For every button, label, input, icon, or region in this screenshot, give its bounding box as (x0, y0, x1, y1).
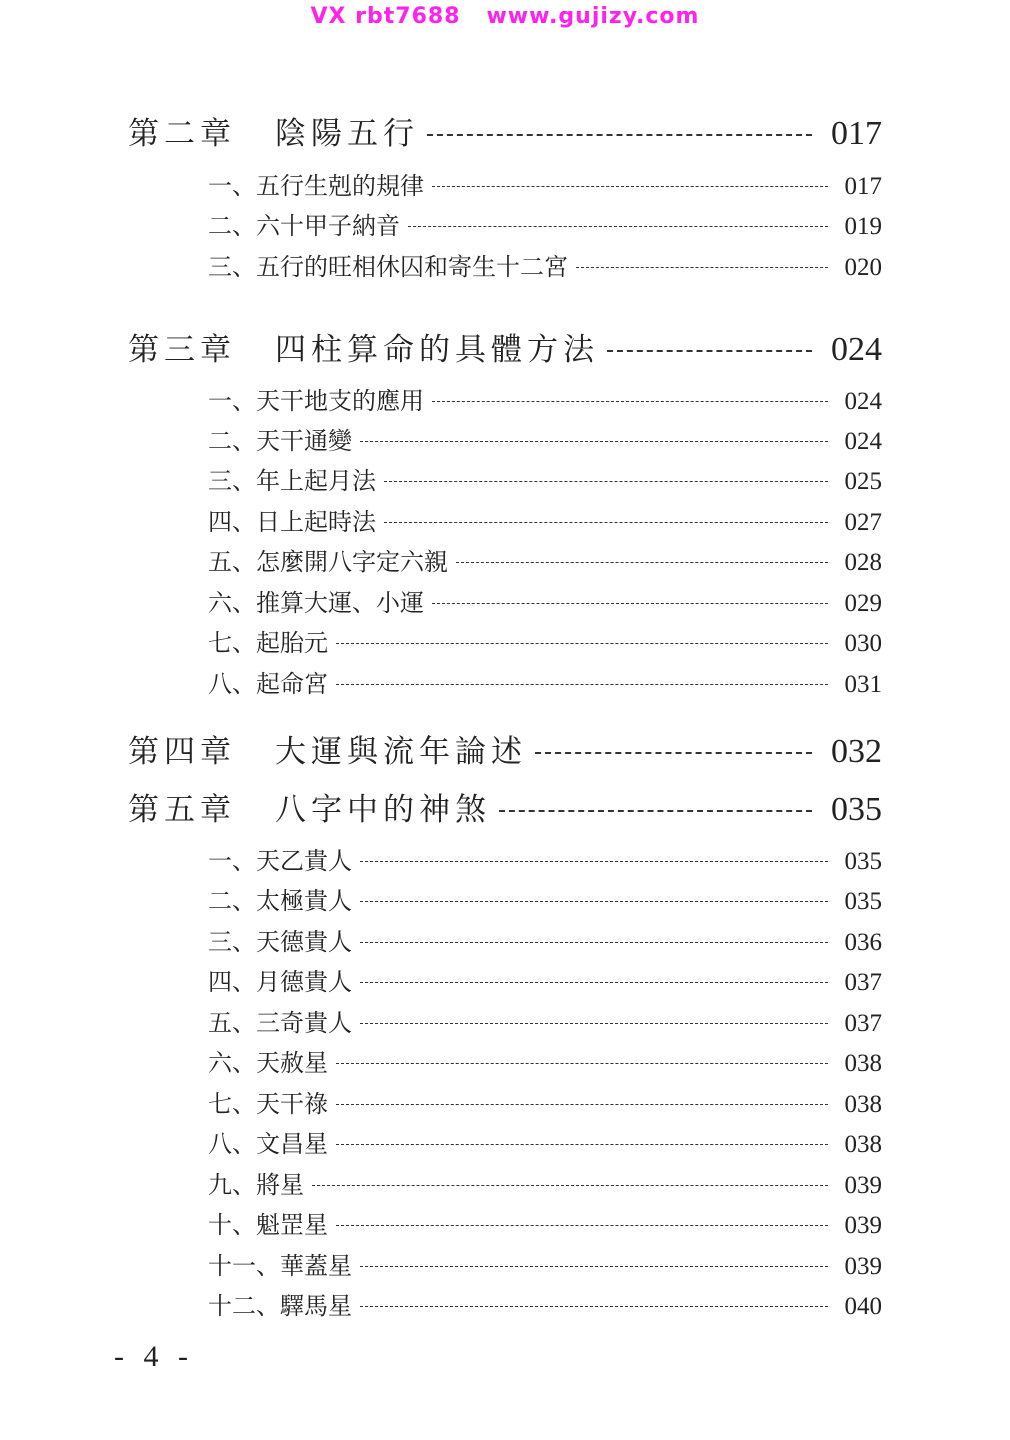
toc-entry[interactable] (208, 206, 882, 240)
dot-leader (607, 324, 812, 368)
toc-entry[interactable] (208, 1043, 882, 1077)
toc-chapter-2[interactable] (128, 108, 882, 152)
toc-entry[interactable] (208, 542, 882, 576)
toc-entry[interactable] (208, 247, 882, 281)
toc-entry[interactable] (208, 583, 882, 617)
dot-leader (408, 206, 828, 240)
dot-leader (432, 583, 828, 617)
toc-entry[interactable] (208, 922, 882, 956)
entry-page: 029 (844, 590, 882, 617)
entry-title: 一、天乙貴人 (208, 847, 352, 875)
entry-title: 十、魁罡星 (208, 1211, 328, 1239)
toc-entry[interactable] (208, 421, 882, 455)
entry-page: 024 (844, 428, 882, 455)
entry-title: 十一、華蓋星 (208, 1252, 352, 1280)
entry-page: 038 (844, 1131, 882, 1158)
dot-leader (384, 502, 828, 536)
toc-entry[interactable] (208, 623, 882, 657)
entry-title: 六、天赦星 (208, 1049, 328, 1077)
entry-page: 031 (844, 671, 882, 698)
toc-chapter-5[interactable] (128, 784, 882, 828)
entry-title: 三、天德貴人 (208, 928, 352, 956)
entry-title: 三、年上起月法 (208, 467, 376, 495)
dot-leader (360, 1246, 828, 1280)
toc-entry[interactable] (208, 1084, 882, 1118)
dot-leader (360, 1003, 828, 1037)
entry-title: 五、怎麼開八字定六親 (208, 548, 448, 576)
dot-leader (360, 881, 828, 915)
dot-leader (456, 542, 828, 576)
entry-title: 四、日上起時法 (208, 508, 376, 536)
dot-leader (360, 841, 828, 875)
entry-page: 028 (844, 549, 882, 576)
entry-page: 035 (844, 888, 882, 915)
toc-chapter-4[interactable] (128, 726, 882, 770)
entry-page: 027 (844, 509, 882, 536)
dot-leader (360, 1286, 828, 1320)
entry-page: 024 (844, 388, 882, 415)
entry-page: 035 (844, 848, 882, 875)
entry-title: 六、推算大運、小運 (208, 589, 424, 617)
chapter-label: 第二章 (128, 116, 236, 152)
entry-page: 038 (844, 1050, 882, 1077)
entry-title: 一、天干地支的應用 (208, 387, 424, 415)
toc-entry[interactable] (208, 841, 882, 875)
toc-entry[interactable] (208, 502, 882, 536)
chapter-title: 大運與流年論述 (275, 734, 527, 770)
entry-page: 037 (844, 1010, 882, 1037)
toc-chapter-3[interactable] (128, 324, 882, 368)
entry-title: 四、月德貴人 (208, 968, 352, 996)
dot-leader (427, 108, 812, 152)
entry-title: 八、起命宮 (208, 670, 328, 698)
dot-leader (360, 962, 828, 996)
entry-page: 030 (844, 630, 882, 657)
dot-leader (499, 784, 812, 828)
entry-title: 一、五行生剋的規律 (208, 172, 424, 200)
toc-entry[interactable] (208, 1165, 882, 1199)
dot-leader (336, 623, 828, 657)
chapter-title: 四柱算命的具體方法 (275, 332, 599, 368)
entry-title: 二、六十甲子納音 (208, 212, 400, 240)
entry-title: 八、文昌星 (208, 1130, 328, 1158)
dot-leader (336, 1205, 828, 1239)
entry-title: 九、將星 (208, 1171, 304, 1199)
dot-leader (384, 461, 828, 495)
entry-page: 019 (844, 213, 882, 240)
entry-title: 二、天干通變 (208, 427, 352, 455)
entry-page: 039 (844, 1212, 882, 1239)
dot-leader (535, 726, 812, 770)
toc-entry[interactable] (208, 1286, 882, 1320)
chapter-page: 032 (831, 733, 882, 770)
chapter-label: 第五章 (128, 792, 236, 828)
chapter-label: 第四章 (128, 734, 236, 770)
entry-title: 二、太極貴人 (208, 887, 352, 915)
chapter-title: 陰陽五行 (275, 116, 419, 152)
entry-page: 037 (844, 969, 882, 996)
entry-page: 017 (844, 173, 882, 200)
toc-entry[interactable] (208, 1003, 882, 1037)
dot-leader (576, 247, 828, 281)
entry-page: 039 (844, 1172, 882, 1199)
toc-entry[interactable] (208, 1246, 882, 1280)
entry-title: 七、起胎元 (208, 629, 328, 657)
toc-entry[interactable] (208, 881, 882, 915)
toc-entry[interactable] (208, 461, 882, 495)
entry-page: 040 (844, 1293, 882, 1320)
chapter-page: 024 (831, 331, 882, 368)
entry-page: 020 (844, 254, 882, 281)
entry-page: 039 (844, 1253, 882, 1280)
entry-title: 五、三奇貴人 (208, 1009, 352, 1037)
dot-leader (336, 1043, 828, 1077)
dot-leader (360, 922, 828, 956)
entry-title: 十二、驛馬星 (208, 1292, 352, 1320)
chapter-page: 017 (831, 115, 882, 152)
toc-entry[interactable] (208, 1205, 882, 1239)
dot-leader (336, 1124, 828, 1158)
toc-entry[interactable] (208, 664, 882, 698)
dot-leader (336, 664, 828, 698)
dot-leader (312, 1165, 828, 1199)
chapter-label: 第三章 (128, 332, 236, 368)
dot-leader (432, 166, 828, 200)
dot-leader (360, 421, 828, 455)
chapter-page: 035 (831, 791, 882, 828)
toc-entry[interactable] (208, 962, 882, 996)
dot-leader (336, 1084, 828, 1118)
entry-page: 036 (844, 929, 882, 956)
entry-title: 七、天干祿 (208, 1090, 328, 1118)
toc-entry[interactable] (208, 381, 882, 415)
entry-title: 三、五行的旺相休囚和寄生十二宮 (208, 253, 568, 281)
page-number: - 4 - (114, 1340, 194, 1373)
dot-leader (432, 381, 828, 415)
chapter-title: 八字中的神煞 (275, 792, 491, 828)
toc-entry[interactable] (208, 166, 882, 200)
toc-entry[interactable] (208, 1124, 882, 1158)
entry-page: 025 (844, 468, 882, 495)
entry-page: 038 (844, 1091, 882, 1118)
watermark: VX rbt7688 www.gujizy.com (310, 4, 700, 29)
